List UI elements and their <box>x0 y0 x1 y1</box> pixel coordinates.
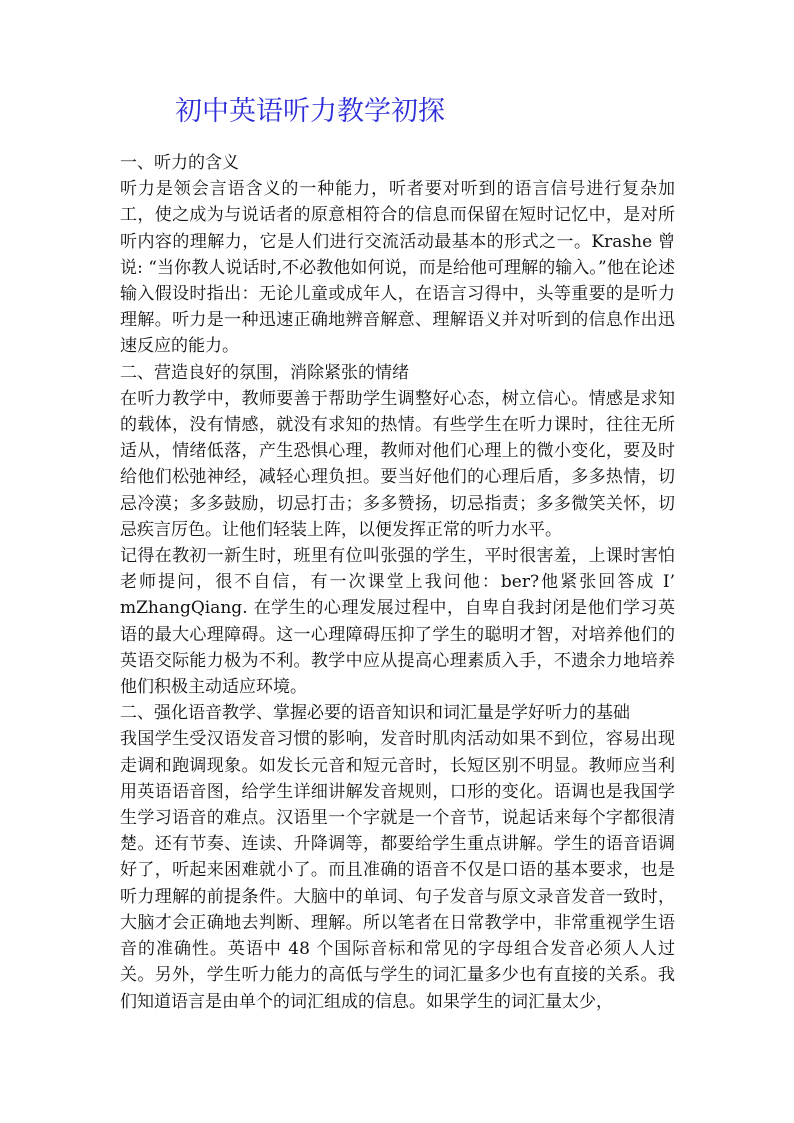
document-body <box>120 150 675 1015</box>
paragraph-meaning: 听力是领会言语含义的一种能力，听者要对听到的语言信号进行复杂加工，使之成为与说话者的原意相符合的信息而保留在短时记忆中，是对所听内容的理解力，它是人们进行交流活动最基本的形式之一。Krashe 曾说: “当你教人说话时,不必教他如何说，而是给他可理解的输入。”他在论述输入假设时指出：无论儿童或成年人，在语言习得中，头等重要的是听力理解。听力是一种迅速正确地辨音解意、理解语义并对听到的信息作出迅速反应的能力。 <box>120 179 675 357</box>
section-heading-phonetics: 二、强化语音教学、掌握必要的语音知识和词汇量是学好听力的基础 <box>120 703 630 724</box>
section-heading-meaning: 一、听力的含义 <box>120 153 239 173</box>
paragraph-atmosphere: 在听力教学中，教师要善于帮助学生调整好心态，树立信心。情感是求知的载体，没有情感，就没有求知的热情。有些学生在听力课时，往往无所适从，情绪低落，产生恐惧心理，教师对他们心理上的微小变化，要及时给他们松弛神经，减轻心理负担。要当好他们的心理后盾，多多热情，切忌冷漠；多多鼓励，切忌打击；多多赞扬，切忌指责；多多微笑关怀，切忌疾言厉色。让他们轻装上阵，以便发挥正常的听力水平。 <box>120 388 675 540</box>
section-heading-atmosphere: 二、营造良好的氛围，消除紧张的情绪 <box>120 362 409 383</box>
document-title: 初中英语听力教学初探 <box>175 96 445 127</box>
paragraph-phonetics: 我国学生受汉语发音习惯的影响，发音时肌肉活动如果不到位，容易出现走调和跑调现象。如发长元音和短元音时，长短区别不明显。教师应当利用英语语音图，给学生详细讲解发音规则，口形的变化。语调也是我国学生学习语音的难点。汉语里一个字就是一个音节，说起话来每个字都很清楚。还有节奏、连读、升降调等，都要给学生重点讲解。学生的语音语调好了，听起来困难就小了。而且准确的语音不仅是口语的基本要求，也是听力理解的前提条件。大脑中的单词、句子发音与原文录音发音一致时，大脑才会正确地去判断、理解。所以笔者在日常教学中，非常重视学生语音的准确性。英语中 48 个国际音标和常见的字母组合发音必须人人过关。另外，学生听力能力的高低与学生的词汇量多少也有直接的关系。我们知道语言是由单个的词汇组成的信息。如果学生的词汇量太少， <box>120 729 675 1012</box>
paragraph-student-example: 记得在教初一新生时，班里有位叫张强的学生，平时很害羞，上课时害怕老师提问，很不自信，有一次课堂上我问他：ber?他紧张回答成 I’ mZhangQiang. 在学生的心理发展过程中，自卑自我封闭是他们学习英语的最大心理障碍。这一心理障碍压抑了学生的聪明才智，对培养他们的英语交际能力极为不利。教学中应从提高心理素质入手，不遗余力地培养他们积极主动适应环境。 <box>120 546 675 698</box>
